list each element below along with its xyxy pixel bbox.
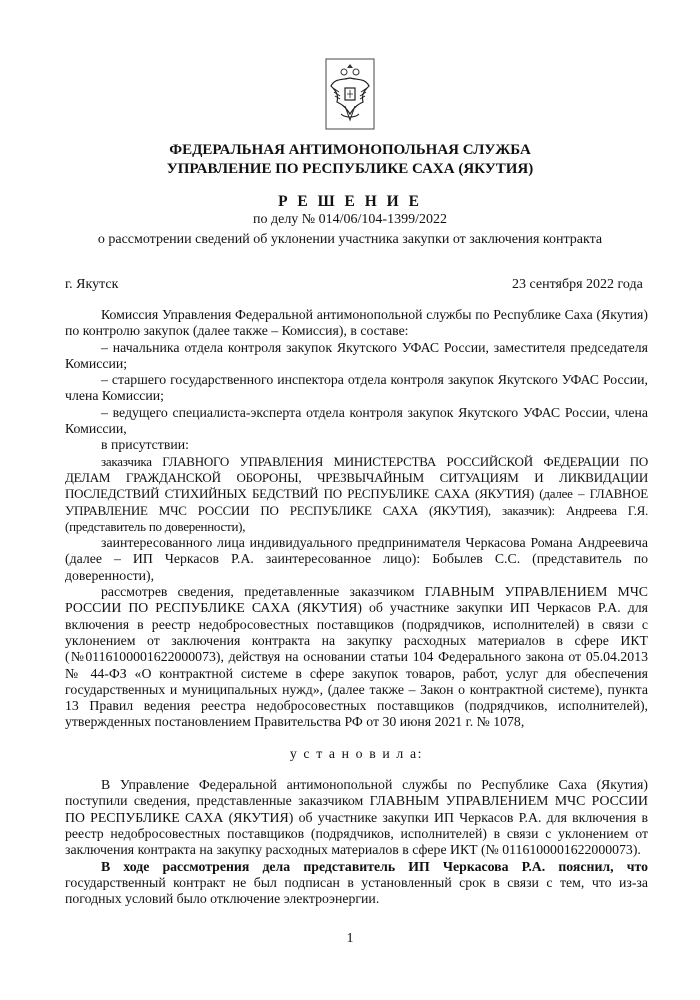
intro-paragraph: Комиссия Управления Федеральной антимонопольной службы по Республике Саха (Якутия) по контролю закупок (далее также – Комиссия), в составе: [65, 307, 648, 339]
coat-of-arms-icon [325, 58, 375, 130]
decision-title: Р Е Ш Е Н И Е [278, 193, 422, 210]
interested-party-paragraph: заинтересованного лица индивидуального предпринимателя Черкасова Романа Андреевича (далее – ИП Черкасов Р.А. заинтересованное лицо): Бобылев С.С. (представитель по доверенности), [65, 535, 648, 583]
established-heading: у с т а н о в и л а: [289, 745, 424, 761]
explanation-bold: В ходе рассмотрения дела представитель ИП Черкасова Р.А. пояснил, что [101, 858, 648, 874]
explanation-paragraph [65, 859, 648, 908]
date: 23 сентября 2022 года [512, 277, 643, 292]
department-name: УПРАВЛЕНИЕ ПО РЕСПУБЛИКЕ САХА (ЯКУТИЯ) [166, 161, 534, 177]
explanation-text: государственный контракт не был подписан в установленный срок в связи с тем, что из-за погодных условий было отключение электроэнергии. [65, 874, 648, 907]
page-number: 1 [346, 931, 354, 946]
agency-name: ФЕДЕРАЛЬНАЯ АНТИМОНОПОЛЬНАЯ СЛУЖБА [169, 142, 531, 158]
considered-paragraph: рассмотрев сведения, предетавленные заказчиком ГЛАВНЫМ УПРАВЛЕНИЕМ МЧС РОССИИ ПО РЕСПУБЛИКЕ САХА (ЯКУТИЯ) об участнике закупки ИП Черкасов Р.А. для включения в реестр недобросовестных поставщиков (подрядчиков, исполнителей) в связи с уклонением от заключения контракта на закупку расходных материалов в сфере ИКТ (№0116100001622000073), действуя на основании статьи 104 Федерального закона от 05.04.2013 № 44-ФЗ «О контрактной системе в сфере закупок товаров, работ, услуг для обеспечения государственных и муниципальных нужд», (далее также – Закон о контрактной системе), пункта 13 Правил ведения реестра недобросовестных поставщиков (подрядчиков, исполнителей), утвержденных постановлением Правительства РФ от 30 июня 2021 г. № 1078, [65, 584, 648, 730]
commission-member: – старшего государственного инспектора отдела контроля закупок Якутского УФАС России, члена Комиссии; [65, 372, 648, 404]
decision-subject: о рассмотрении сведений об уклонении участника закупки от заключения контракта [97, 232, 603, 247]
case-number: по делу № 014/06/104-1399/2022 [252, 212, 447, 227]
decision-body [65, 307, 648, 907]
place: г. Якутск [65, 277, 119, 292]
received-paragraph: В Управление Федеральной антимонопольной службы по Республике Саха (Якутия) поступили сведения, представленные заказчиком ГЛАВНЫМ УПРАВЛЕНИЕМ МЧС РОССИИ ПО РЕСПУБЛИКЕ САХА (ЯКУТИЯ) об участнике закупки ИП Черкасов Р.А. для включения в реестр недобросовестных поставщиков (подрядчиков, исполнителей) в связи с уклонением от заключения контракта на закупку расходных материалов в сфере ИКТ (№ 0116100001622000073). [65, 777, 648, 858]
presence-label: в присутствии: [101, 437, 189, 453]
commission-member: – начальника отдела контроля закупок Якутского УФАС России, заместителя председателя Комиссии; [65, 339, 648, 371]
commission-member: – ведущего специалиста-эксперта отдела контроля закупок Якутского УФАС России, члена Комиссии, [65, 404, 648, 437]
customer-paragraph: заказчика ГЛАВНОГО УПРАВЛЕНИЯ МИНИСТЕРСТВА РОССИЙСКОЙ ФЕДЕРАЦИИ ПО ДЕЛАМ ГРАЖДАНСКОЙ ОБОРОНЫ, ЧРЕЗВЫЧАЙНЫМ СИТУАЦИЯМ И ЛИКВИДАЦИИ ПОСЛЕДСТВИЙ СТИХИЙНЫХ БЕДСТВИЙ ПО РЕСПУБЛИКЕ САХА (ЯКУТИЯ) (далее – ГЛАВНОЕ УПРАВЛЕНИЕ МЧС РОССИИ ПО РЕСПУБЛИКЕ САХА (ЯКУТИЯ), заказчик): Андреева Г.Я. (представитель по доверенности), [65, 453, 648, 534]
